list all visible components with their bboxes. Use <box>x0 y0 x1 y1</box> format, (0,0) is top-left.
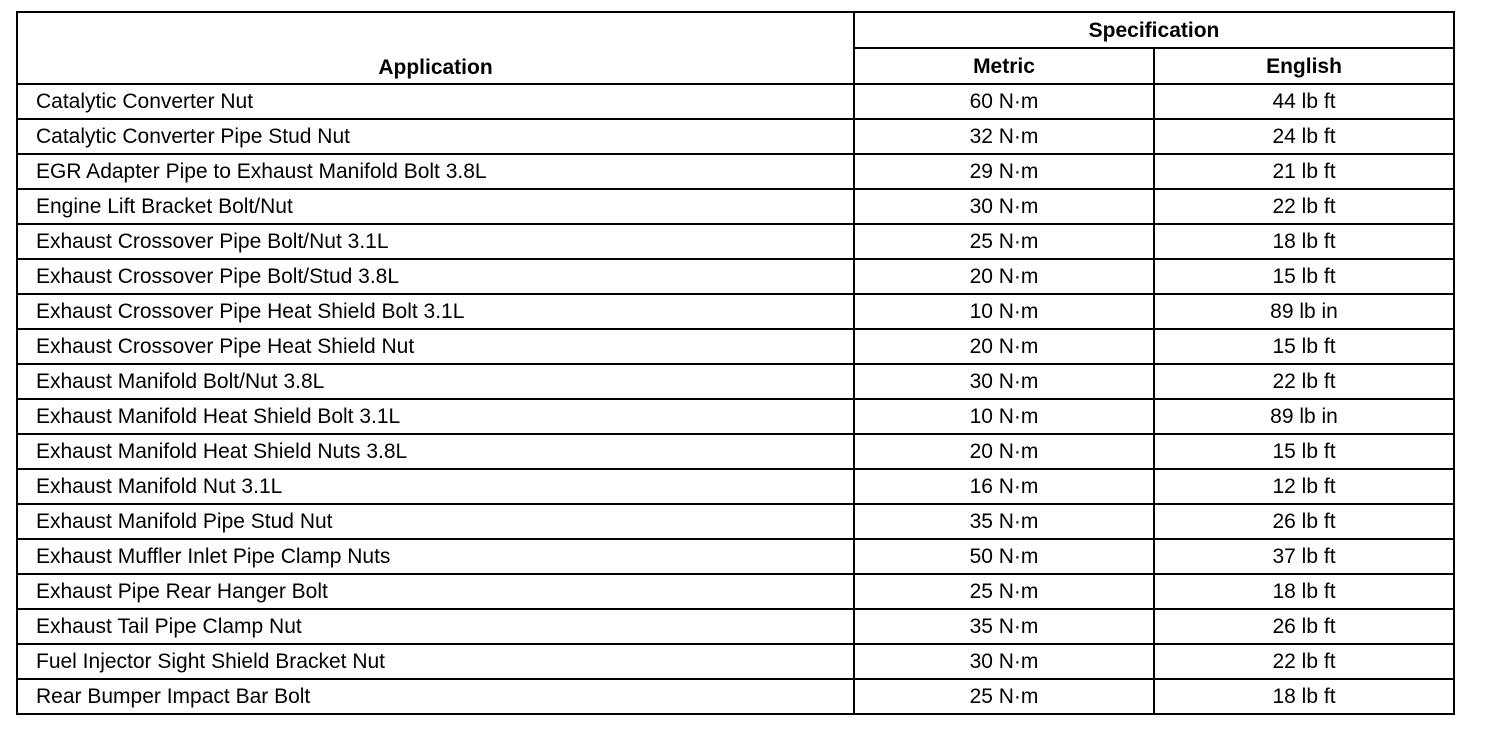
metric-cell: 10 N·m <box>854 294 1154 329</box>
application-cell: Exhaust Muffler Inlet Pipe Clamp Nuts <box>17 539 854 574</box>
english-cell: 12 lb ft <box>1154 469 1454 504</box>
application-cell: Fuel Injector Sight Shield Bracket Nut <box>17 644 854 679</box>
table-row <box>17 539 1454 574</box>
table-row <box>17 119 1454 154</box>
english-cell: 26 lb ft <box>1154 609 1454 644</box>
table-row <box>17 399 1454 434</box>
english-cell: 22 lb ft <box>1154 364 1454 399</box>
english-cell: 15 lb ft <box>1154 259 1454 294</box>
table-row <box>17 329 1454 364</box>
application-cell: Exhaust Crossover Pipe Bolt/Nut 3.1L <box>17 224 854 259</box>
application-cell: Exhaust Manifold Bolt/Nut 3.8L <box>17 364 854 399</box>
application-cell: Exhaust Manifold Heat Shield Nuts 3.8L <box>17 434 854 469</box>
metric-cell: 50 N·m <box>854 539 1154 574</box>
english-cell: 24 lb ft <box>1154 119 1454 154</box>
table-row <box>17 434 1454 469</box>
application-cell: Exhaust Crossover Pipe Bolt/Stud 3.8L <box>17 259 854 294</box>
english-cell: 44 lb ft <box>1154 84 1454 119</box>
table-row <box>17 469 1454 504</box>
table-row <box>17 574 1454 609</box>
metric-cell: 35 N·m <box>854 504 1154 539</box>
metric-cell: 16 N·m <box>854 469 1154 504</box>
metric-cell: 10 N·m <box>854 399 1154 434</box>
table-row <box>17 504 1454 539</box>
table-row <box>17 189 1454 224</box>
english-column-header: English <box>1154 48 1454 84</box>
torque-spec-table <box>16 11 1455 715</box>
metric-cell: 29 N·m <box>854 154 1154 189</box>
metric-cell: 25 N·m <box>854 224 1154 259</box>
metric-cell: 25 N·m <box>854 679 1154 714</box>
metric-cell: 25 N·m <box>854 574 1154 609</box>
english-cell: 15 lb ft <box>1154 434 1454 469</box>
application-cell: EGR Adapter Pipe to Exhaust Manifold Bolt 3.8L <box>17 154 854 189</box>
english-cell: 22 lb ft <box>1154 189 1454 224</box>
application-cell: Exhaust Tail Pipe Clamp Nut <box>17 609 854 644</box>
table-header <box>17 12 1454 84</box>
english-cell: 18 lb ft <box>1154 574 1454 609</box>
english-cell: 18 lb ft <box>1154 224 1454 259</box>
english-cell: 15 lb ft <box>1154 329 1454 364</box>
english-cell: 89 lb in <box>1154 294 1454 329</box>
table-row <box>17 679 1454 714</box>
metric-cell: 20 N·m <box>854 329 1154 364</box>
table-body <box>17 84 1454 714</box>
metric-cell: 35 N·m <box>854 609 1154 644</box>
application-cell: Exhaust Manifold Heat Shield Bolt 3.1L <box>17 399 854 434</box>
table-row <box>17 294 1454 329</box>
table-row <box>17 609 1454 644</box>
application-cell: Catalytic Converter Nut <box>17 84 854 119</box>
metric-cell: 30 N·m <box>854 364 1154 399</box>
header-row-top <box>17 12 1454 48</box>
application-cell: Rear Bumper Impact Bar Bolt <box>17 679 854 714</box>
english-cell: 22 lb ft <box>1154 644 1454 679</box>
metric-cell: 30 N·m <box>854 644 1154 679</box>
english-cell: 37 lb ft <box>1154 539 1454 574</box>
english-cell: 21 lb ft <box>1154 154 1454 189</box>
english-cell: 18 lb ft <box>1154 679 1454 714</box>
metric-cell: 20 N·m <box>854 434 1154 469</box>
metric-column-header: Metric <box>854 48 1154 84</box>
application-cell: Exhaust Crossover Pipe Heat Shield Nut <box>17 329 854 364</box>
english-cell: 89 lb in <box>1154 399 1454 434</box>
application-cell: Exhaust Manifold Nut 3.1L <box>17 469 854 504</box>
application-cell: Exhaust Manifold Pipe Stud Nut <box>17 504 854 539</box>
application-cell: Catalytic Converter Pipe Stud Nut <box>17 119 854 154</box>
metric-cell: 20 N·m <box>854 259 1154 294</box>
application-cell: Exhaust Pipe Rear Hanger Bolt <box>17 574 854 609</box>
table-row <box>17 84 1454 119</box>
metric-cell: 60 N·m <box>854 84 1154 119</box>
metric-cell: 32 N·m <box>854 119 1154 154</box>
table-row <box>17 364 1454 399</box>
table-row <box>17 224 1454 259</box>
table-row <box>17 154 1454 189</box>
application-cell: Exhaust Crossover Pipe Heat Shield Bolt 3.1L <box>17 294 854 329</box>
english-cell: 26 lb ft <box>1154 504 1454 539</box>
application-column-header: Application <box>17 12 854 84</box>
table-row <box>17 644 1454 679</box>
metric-cell: 30 N·m <box>854 189 1154 224</box>
application-cell: Engine Lift Bracket Bolt/Nut <box>17 189 854 224</box>
specification-column-header: Specification <box>854 12 1454 48</box>
table-row <box>17 259 1454 294</box>
